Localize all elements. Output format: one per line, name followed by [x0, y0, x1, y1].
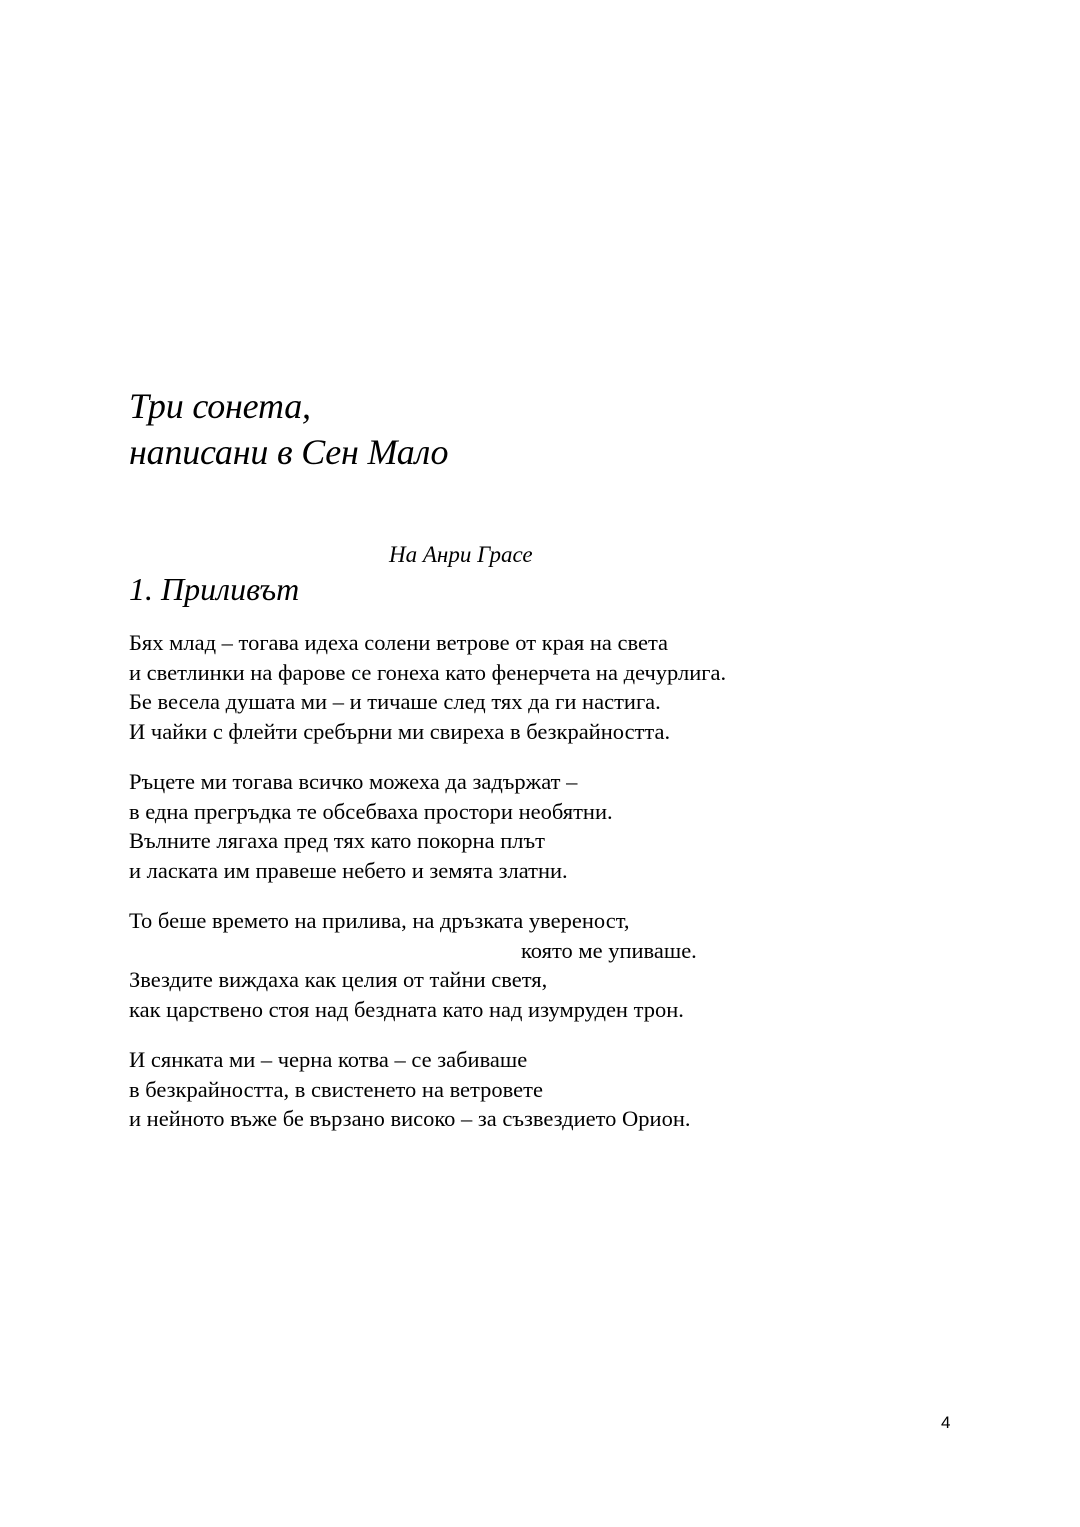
- verse-line-indented: която ме упиваше.: [521, 937, 697, 963]
- verse-line: Бях млад – тогава идеха солени ветрове от края на света: [129, 630, 669, 655]
- title-line-1: Три сонета,: [129, 386, 311, 426]
- dedication: На Анри Грасе: [389, 542, 533, 567]
- stanza-2: [129, 767, 613, 885]
- verse-line: Ръцете ми тогава всичко можеха да задържат –: [129, 769, 578, 794]
- title-line-2: написани в Сен Мало: [129, 432, 449, 472]
- poem-cycle-title: [129, 383, 448, 475]
- stanza-4: [129, 1045, 691, 1134]
- verse-line: Звездите виждаха как целия от тайни светя,: [129, 967, 548, 992]
- verse-line: и светлинки на фарове се гонеха като фенерчета на дечурлига.: [129, 659, 727, 685]
- stanza-1: [129, 628, 726, 746]
- verse-line: и нейното въже бе вързано високо – за съзвездието Орион.: [129, 1106, 691, 1131]
- verse-line: как царствено стоя над бездната като над изумруден трон.: [129, 996, 684, 1022]
- stanza-3: [129, 906, 697, 1024]
- verse-line: в безкрайността, в свистенето на ветровете: [129, 1076, 543, 1102]
- section-heading: 1. Приливът: [129, 571, 300, 607]
- verse-line: Вълните лягаха пред тях като покорна плът: [129, 828, 545, 853]
- verse-line: и ласката им правеше небето и земята златни.: [129, 857, 568, 883]
- page-number: 4: [941, 1413, 951, 1432]
- verse-line: в една прегръдка те обсебваха простори необятни.: [129, 798, 613, 824]
- verse-line: То беше времето на прилива, на дръзката увереност,: [129, 908, 630, 933]
- verse-line: И чайки с флейти сребърни ми свиреха в безкрайността.: [129, 718, 671, 744]
- verse-line: И сянката ми – черна котва – се забиваше: [129, 1047, 528, 1072]
- verse-line: Бе весела душата ми – и тичаше след тях да ги настига.: [129, 689, 661, 714]
